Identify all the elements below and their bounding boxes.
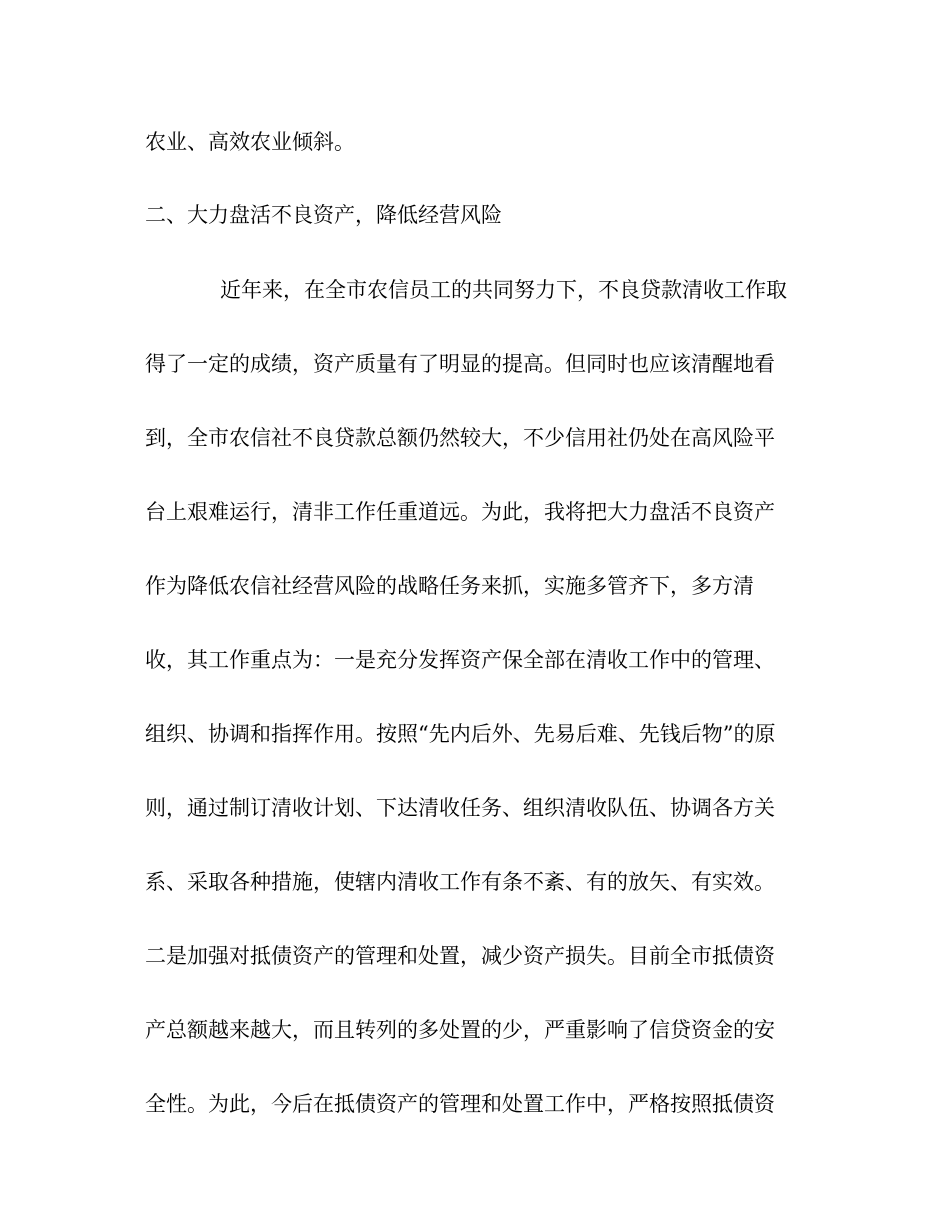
paragraph-line: 收，其工作重点为：一是充分发挥资产保全部在清收工作中的管理、 [145,648,775,672]
paragraph-line: 台上艰难运行，清非工作任重道远。为此，我将把大力盘活不良资产 [145,500,775,524]
section-heading: 二、大力盘活不良资产，降低经营风险 [145,203,502,227]
paragraph-line: 作为降低农信社经营风险的战略任务来抓，实施多管齐下，多方清 [145,574,754,598]
paragraph-line: 二是加强对抵债资产的管理和处置，减少资产损失。目前全市抵债资 [145,944,775,968]
paragraph-line: 到，全市农信社不良贷款总额仍然较大，不少信用社仍处在高风险平 [145,426,775,450]
paragraph-line: 系、采取各种措施，使辖内清收工作有条不紊、有的放矢、有实效。 [145,870,775,894]
paragraph-line: 全性。为此，今后在抵债资产的管理和处置工作中，严格按照抵债资 [145,1092,775,1116]
paragraph-line: 得了一定的成绩，资产质量有了明显的提高。但同时也应该清醒地看 [145,352,775,376]
paragraph-line: 产总额越来越大，而且转列的多处置的少，严重影响了信贷资金的安 [145,1018,775,1042]
paragraph-line: 则，通过制订清收计划、下达清收任务、组织清收队伍、协调各方关 [145,796,775,820]
paragraph-line: 农业、高效农业倾斜。 [145,130,355,154]
paragraph-line: 组织、协调和指挥作用。按照“先内后外、先易后难、先钱后物”的原 [145,722,776,746]
paragraph-line: 近年来，在全市农信员工的共同努力下，不良贷款清收工作取 [220,278,787,302]
